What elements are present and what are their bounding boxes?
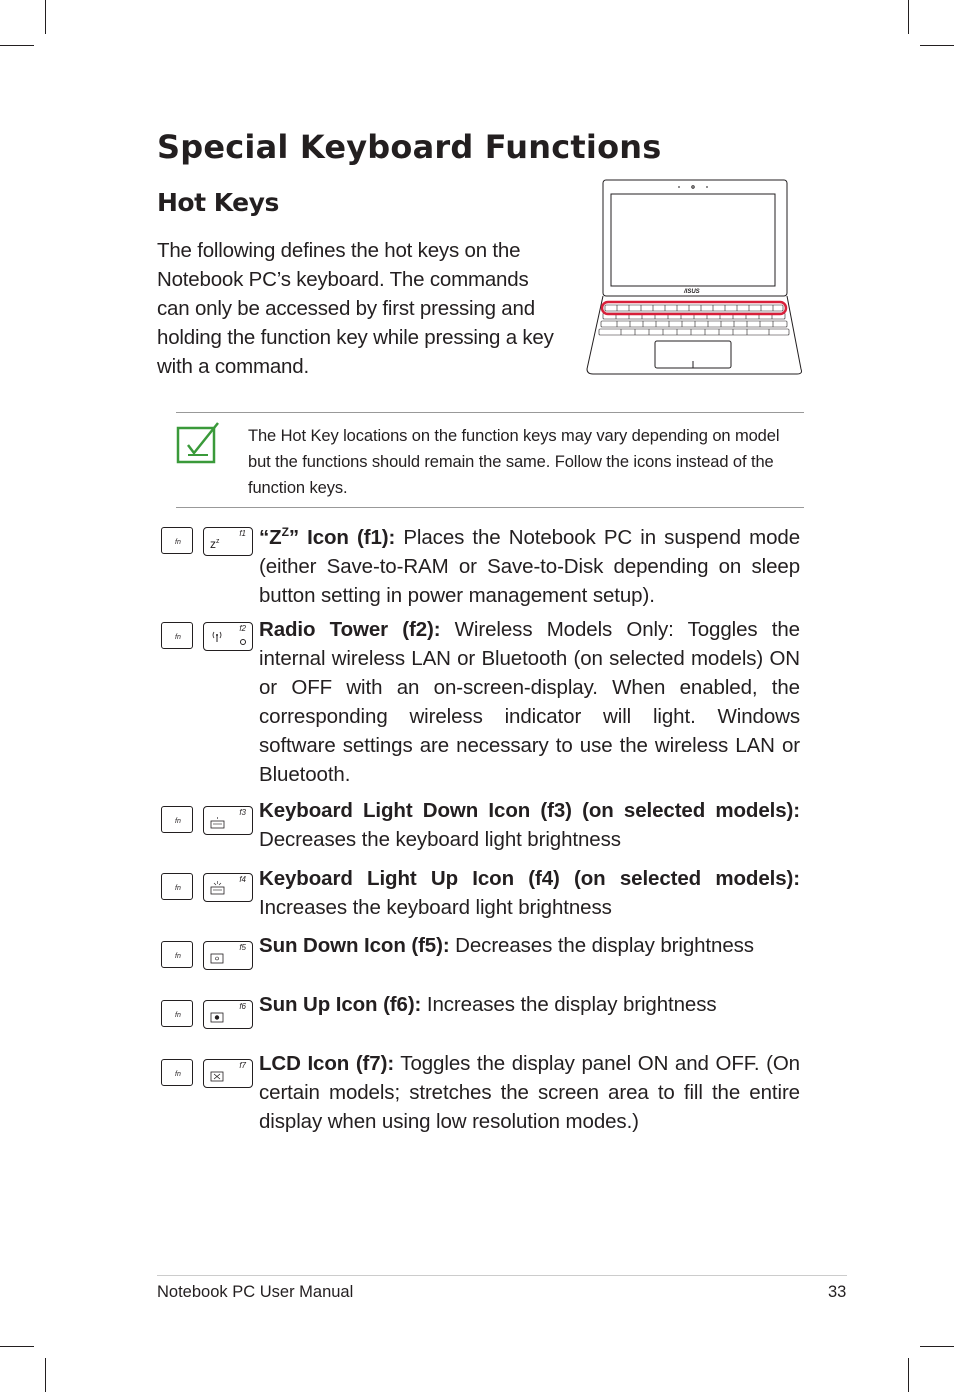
sleep-zz-icon: $z^z$ — [210, 537, 220, 551]
fn-key: fn — [161, 941, 193, 968]
hotkey-text: Increases the display brightness — [421, 993, 717, 1016]
hotkey-f4-description — [259, 864, 800, 922]
hotkey-f1-description — [259, 518, 800, 610]
hotkey-label-post: ” Icon (f1): — [288, 525, 396, 549]
crop-mark — [0, 45, 34, 46]
f4-key: f4 — [203, 873, 253, 902]
hotkey-f2-description — [259, 615, 800, 789]
crop-mark — [920, 45, 954, 46]
hotkey-label-sup: Z — [281, 525, 289, 539]
sun-down-icon — [210, 953, 224, 965]
indicator-dot-icon — [239, 638, 247, 646]
hotkey-text: Increases the keyboard light brightness — [259, 896, 612, 919]
hotkey-f6-description — [259, 990, 800, 1019]
footer-rule — [157, 1275, 847, 1276]
hotkey-text: Wireless Models Only: Toggles the internal wireless LAN or Bluetooth (on selected models) ON or OFF with an on-screen-display. When enabled, the corresponding wireless indicator will light. Windows software settings are necessary to use the wireless LAN or Bluetooth. — [259, 618, 800, 786]
hotkey-label: LCD Icon (f7): — [259, 1052, 395, 1075]
crop-mark — [45, 1358, 46, 1392]
fn-key: fn — [161, 873, 193, 900]
note-pencil-icon — [176, 419, 222, 465]
hotkey-label: Keyboard Light Up Icon (f4) (on selected models): — [259, 867, 800, 890]
crop-mark — [45, 0, 46, 34]
f1-key: f1 $z^z$ — [203, 527, 253, 556]
fn-key: fn — [161, 806, 193, 833]
hotkey-text: Decreases the keyboard light brightness — [259, 828, 621, 851]
crop-mark — [0, 1346, 34, 1347]
crop-mark — [908, 0, 909, 34]
fn-key: fn — [161, 1059, 193, 1086]
f7-key: f7 — [203, 1059, 253, 1088]
note-text: The Hot Key locations on the function keys may vary depending on model but the functions should remain the same. Follow the icons instead of the function keys. — [248, 427, 780, 497]
keyboard-light-up-icon — [210, 880, 226, 896]
f3-key: f3 — [203, 806, 253, 835]
hotkey-label-pre: “Z — [259, 525, 282, 549]
hotkey-f3-description — [259, 796, 800, 854]
hotkey-label: Sun Down Icon (f5): — [259, 934, 450, 957]
f6-key: f6 — [203, 1000, 253, 1029]
crop-mark — [920, 1346, 954, 1347]
hotkey-f7-description — [259, 1049, 800, 1136]
hotkey-label: Keyboard Light Down Icon (f3) (on selected models): — [259, 799, 800, 822]
page-title: Special Keyboard Functions — [157, 128, 662, 166]
hotkey-label: Radio Tower (f2): — [259, 618, 441, 641]
hotkey-text: Toggles the display panel ON and OFF. (On certain models; stretches the screen area to fill the entire display when using low resolution modes.) — [259, 1052, 800, 1133]
fn-key: fn — [161, 1000, 193, 1027]
hotkey-text: Places the Notebook PC in suspend mode (either Save-to-RAM or Save-to-Disk depending on sleep button setting in power management setup). — [259, 525, 800, 607]
crop-mark — [908, 1358, 909, 1392]
lcd-icon — [210, 1071, 224, 1083]
keyboard-light-down-icon — [210, 816, 226, 830]
section-subtitle: Hot Keys — [157, 188, 279, 217]
radio-tower-icon — [210, 629, 224, 643]
hotkey-f5-description — [259, 931, 800, 960]
hotkey-label: Sun Up Icon (f6): — [259, 993, 422, 1016]
f5-key: f5 — [203, 941, 253, 970]
hotkey-text: Decreases the display brightness — [449, 934, 754, 957]
intro-paragraph: The following defines the hot keys on the Notebook PC’s keyboard. The commands can only be accessed by first pressing and holding the function key while pressing a key with a command. — [157, 239, 554, 378]
fn-key: fn — [161, 622, 193, 649]
function-row-highlight — [602, 302, 786, 314]
footer-manual-title: Notebook PC User Manual — [157, 1283, 354, 1301]
page-number: 33 — [828, 1283, 847, 1301]
sun-up-icon — [210, 1012, 224, 1024]
note-box — [176, 412, 804, 508]
fn-key: fn — [161, 527, 193, 554]
laptop-logo: /ISUS — [684, 289, 700, 295]
f2-key: f2 — [203, 622, 253, 651]
laptop-illustration — [583, 179, 805, 377]
